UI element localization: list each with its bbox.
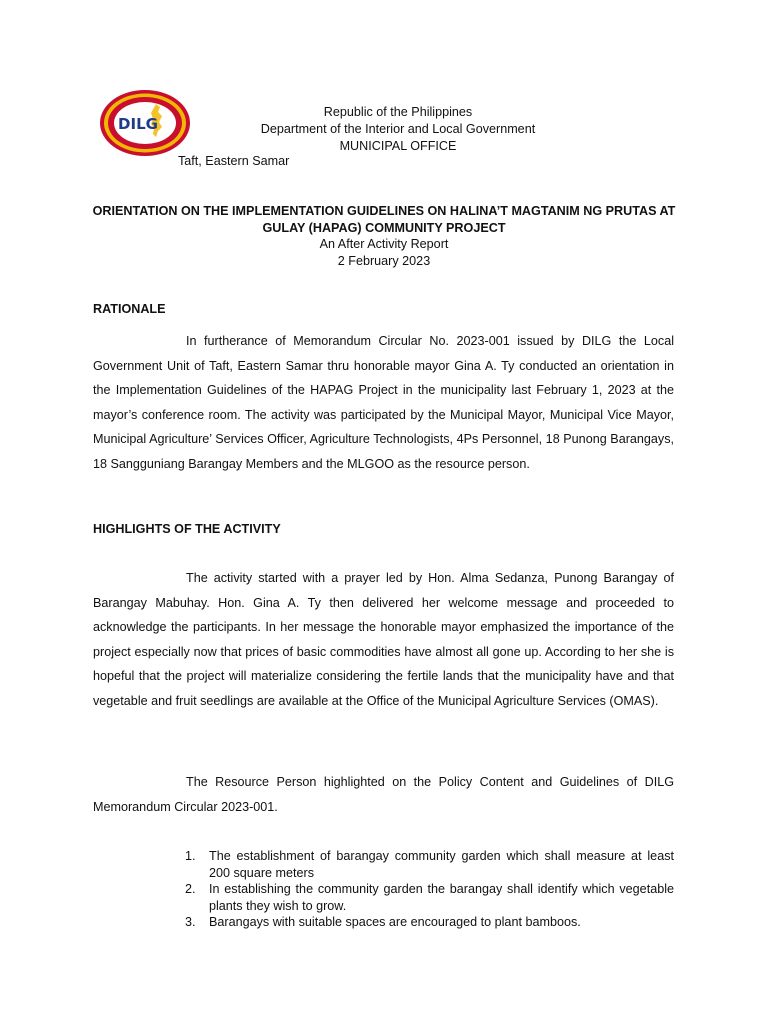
highlights-text-1: The activity started with a prayer led by Hon. Alma Sedanza, Punong Barangay of Barangay Mabuhay. Hon. Gina A. Ty then delivered her welcome message and proceeded to acknowledge the participants. In her message the honorable mayor emphasized the importance of the project especially now that prices of basic commodities have almost all gone up. According to her she is hopeful that the project will materialize considering the fertile lands that the municipality have and that vegetable and fruit seedlings are available at the Office of the Municipal Agriculture Services (OMAS). — [93, 571, 674, 708]
list-item-text: In establishing the community garden the barangay shall identify which vegetable plants they wish to grow. — [209, 882, 674, 913]
header-department: Department of the Interior and Local Government — [260, 122, 536, 136]
letterhead — [0, 104, 768, 155]
list-item-number: 3. — [185, 915, 196, 929]
header-office: MUNICIPAL OFFICE — [339, 139, 457, 153]
list-item-text: The establishment of barangay community garden which shall measure at least 200 square meters — [209, 849, 674, 880]
report-date: 2 February 2023 — [337, 253, 431, 268]
report-title-block — [90, 203, 678, 269]
highlights-paragraph-2 — [93, 770, 674, 819]
guidelines-list — [185, 848, 674, 931]
list-item-number: 1. — [185, 849, 196, 863]
report-subtitle: An After Activity Report — [319, 237, 449, 251]
highlights-paragraph-1 — [93, 566, 674, 713]
rationale-paragraph — [93, 329, 674, 476]
rationale-heading: RATIONALE — [93, 302, 166, 316]
list-item — [185, 881, 674, 914]
logo-text: DILG — [118, 115, 158, 133]
rationale-text: In furtherance of Memorandum Circular No. 2023-001 issued by DILG the Local Government Unit of Taft, Eastern Samar thru honorable mayor Gina A. Ty conducted an orientation in the Implementation Guidelines of the HAPAG Project in the municipality last February 1, 2023 at the mayor’s conference room. The activity was participated by the Municipal Mayor, Municipal Vice Mayor, Municipal Agriculture’ Services Officer, Agriculture Technologists, 4Ps Personnel, 18 Punong Barangays, 18 Sangguniang Barangay Members and the MLGOO as the resource person. — [93, 334, 674, 471]
report-title: ORIENTATION ON THE IMPLEMENTATION GUIDELINES ON HALINA’T MAGTANIM NG PRUTAS AT GULAY (HAPAG) COMMUNITY PROJECT — [92, 204, 676, 235]
list-item — [185, 914, 674, 931]
header-country: Republic of the Philippines — [323, 105, 473, 119]
highlights-heading: HIGHLIGHTS OF THE ACTIVITY — [93, 522, 281, 536]
list-item — [185, 848, 674, 881]
list-item-number: 2. — [185, 882, 196, 896]
header-town: Taft, Eastern Samar — [178, 154, 290, 168]
highlights-text-2: The Resource Person highlighted on the Policy Content and Guidelines of DILG Memorandum Circular 2023-001. — [93, 775, 674, 814]
list-item-text: Barangays with suitable spaces are encouraged to plant bamboos. — [209, 915, 581, 929]
